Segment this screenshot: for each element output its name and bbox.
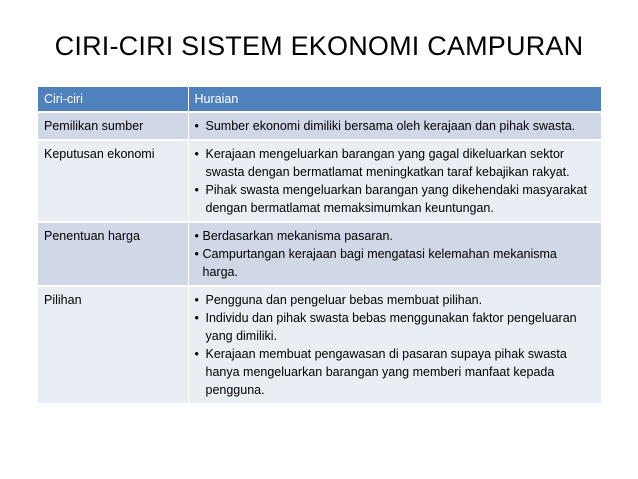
- list-item-text: Pihak swasta mengeluarkan barangan yang dikehendaki masyarakat dengan bermatlamat memaksimumkan keuntungan.: [205, 183, 587, 215]
- bullet-icon: •: [194, 311, 199, 325]
- list-item: [195, 145, 596, 181]
- list-item: [195, 291, 596, 309]
- bullet-icon: •: [194, 293, 199, 307]
- table-container: [38, 87, 601, 405]
- header-huraian: Huraian: [188, 87, 601, 112]
- row-label: Pilihan: [38, 286, 188, 404]
- list-item-text: Kerajaan membuat pengawasan di pasaran supaya pihak swasta hanya mengeluarkan barangan yang memberi manfaat kepada pengguna.: [205, 347, 567, 397]
- list-item-text: Individu dan pihak swasta bebas menggunakan faktor pengeluaran yang dimiliki.: [205, 311, 577, 343]
- row-label: Keputusan ekonomi: [38, 140, 188, 222]
- row-description: [188, 222, 601, 286]
- list-item: [195, 345, 596, 399]
- table-row-penentuan-harga: [38, 222, 601, 286]
- list-item: [195, 245, 596, 281]
- bullet-icon: •: [194, 247, 199, 261]
- table-header-row: [38, 87, 601, 112]
- table-row-pilihan: [38, 286, 601, 404]
- table-row-pemilikan-sumber: [38, 112, 601, 140]
- row-label: Pemilikan sumber: [38, 112, 188, 140]
- list-item: [195, 181, 596, 217]
- bullet-icon: •: [194, 183, 199, 197]
- characteristics-table: [38, 87, 601, 405]
- list-item-text: Sumber ekonomi dimiliki bersama oleh kerajaan dan pihak swasta.: [205, 119, 576, 133]
- table-row-keputusan-ekonomi: [38, 140, 601, 222]
- list-item-text: Campurtangan kerajaan bagi mengatasi kelemahan mekanisma harga.: [202, 247, 557, 279]
- header-ciri-ciri: Ciri-ciri: [38, 87, 188, 112]
- row-description: [188, 140, 601, 222]
- bullet-icon: •: [194, 147, 199, 161]
- list-item-text: Pengguna dan pengeluar bebas membuat pilihan.: [205, 293, 483, 307]
- row-description: [188, 112, 601, 140]
- list-item-text: Kerajaan mengeluarkan barangan yang gagal dikeluarkan sektor swasta dengan bermatlamat meningkatkan taraf kebajikan rakyat.: [205, 147, 570, 179]
- bullet-icon: •: [194, 347, 199, 361]
- bullet-icon: •: [194, 119, 199, 133]
- list-item: [195, 309, 596, 345]
- row-description: [188, 286, 601, 404]
- list-item-text: Berdasarkan mekanisma pasaran.: [202, 229, 393, 243]
- list-item: [195, 117, 596, 135]
- list-item: [195, 227, 596, 245]
- row-label: Penentuan harga: [38, 222, 188, 286]
- bullet-icon: •: [194, 229, 199, 243]
- slide-title: CIRI-CIRI SISTEM EKONOMI CAMPURAN: [54, 31, 584, 61]
